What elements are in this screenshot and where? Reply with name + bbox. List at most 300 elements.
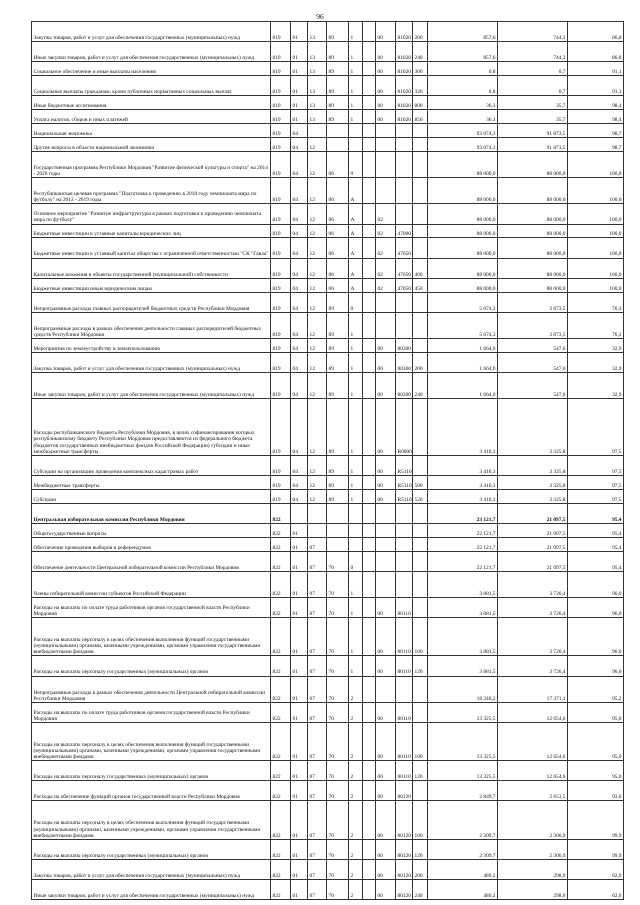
row-section-code: 04 [291,475,308,489]
row-org-code: 822 [271,781,291,801]
row-event-code: 02 [376,224,396,238]
row-subsection-code: 12 [308,258,327,278]
row-expense-type-code [413,204,428,224]
row-percent: 91,1 [568,76,624,96]
row-percent: 97,5 [568,399,624,456]
row-org-code: 819 [271,312,291,338]
row-subprogram-code: А [349,238,363,258]
row-subprogram-code: 1 [349,62,363,76]
row-org-code: 822 [271,571,291,597]
row-subsection-code [308,124,327,138]
row-name: Социальное обеспечение и иные выплаты населению [32,62,271,76]
row-percent: 93,0 [568,781,624,801]
row-org-code: 819 [271,138,291,152]
row-org-code: 819 [271,338,291,352]
row-event-code: 00 [376,455,396,475]
row-subsection-code: 07 [308,879,327,899]
row-event-code: 00 [376,761,396,781]
row-org-code: 822 [271,537,291,551]
row-section-code: 01 [291,656,308,676]
row-extra-code [363,537,376,551]
table-row [32,204,624,224]
row-planned-amount: 2 309,7 [428,801,498,839]
row-program-code [327,537,349,551]
row-planned-amount: 480,2 [428,879,498,899]
row-subprogram-code: 2 [349,722,363,760]
row-expense-type-code: 400 [413,258,428,278]
row-percent: 100,0 [568,278,624,292]
row-name: Мероприятия по землеустройству и землепользованию [32,338,271,352]
row-expense-type-code [413,292,428,312]
row-org-code: 822 [271,676,291,702]
row-extra-code [363,702,376,722]
row-extra-code [363,204,376,224]
row-event-code: 00 [376,722,396,760]
row-direction-code: 81020 [396,22,413,42]
row-subprogram-code [349,124,363,138]
row-expense-type-code [413,503,428,523]
row-name: Социальные выплаты гражданам, кроме публичных нормативных социальных выплат [32,76,271,96]
row-section-code: 04 [291,152,308,178]
table-row [32,22,624,42]
row-org-code: 819 [271,455,291,475]
row-event-code: 00 [376,76,396,96]
row-expense-type-code [413,455,428,475]
row-planned-amount: 3 881,5 [428,656,498,676]
row-section-code: 04 [291,292,308,312]
row-section-code [291,503,308,523]
row-subprogram-code: А [349,178,363,204]
row-event-code [376,312,396,338]
row-name: Обеспечение проведения выборов и референдумов [32,537,271,551]
row-subsection-code: 13 [308,96,327,110]
row-expense-type-code: 450 [413,278,428,292]
row-program-code: 89 [327,372,349,398]
row-expense-type-code: 240 [413,879,428,899]
row-name: Расходы на обеспечение функций органов государственной власти Республики Мордовия [32,781,271,801]
row-org-code: 819 [271,399,291,456]
row-org-code: 822 [271,839,291,859]
row-planned-amount: 23 121,7 [428,503,498,523]
row-direction-code: 81020 [396,76,413,96]
row-direction-code: 80300 [396,352,413,372]
row-section-code: 01 [291,879,308,899]
row-event-code: 00 [376,42,396,62]
row-actual-amount: 17 371,1 [498,676,568,702]
row-planned-amount: 5 074,3 [428,312,498,338]
row-subprogram-code: 1 [349,76,363,96]
row-percent: 32,9 [568,338,624,352]
row-extra-code [363,761,376,781]
row-percent: 32,9 [568,352,624,372]
table-row [32,352,624,372]
row-section-code: 04 [291,489,308,503]
row-extra-code [363,42,376,62]
row-event-code [376,523,396,537]
row-subprogram-code: 1 [349,489,363,503]
row-direction-code: 47050 [396,258,413,278]
table-row [32,455,624,475]
table-row [32,598,624,618]
row-planned-amount: 3 410,3 [428,455,498,475]
row-direction-code [396,292,413,312]
row-name: Обеспечение деятельности Центральной избирательной комиссии Республики Мордовия [32,551,271,571]
row-name: Непрограммные расходы в рамках обеспечения деятельности главных распорядителей бюджетных средств Республики Мордовия [32,312,271,338]
row-actual-amount: 3 726,4 [498,571,568,597]
row-name: Бюджетные инвестиции в уставные капиталы юридических лиц [32,224,271,238]
row-percent: 95,0 [568,702,624,722]
row-subprogram-code: А [349,278,363,292]
row-event-code [376,571,396,597]
row-extra-code [363,224,376,238]
row-actual-amount: 3 873,5 [498,292,568,312]
table-row [32,138,624,152]
row-subsection-code: 07 [308,839,327,859]
row-expense-type-code: 240 [413,42,428,62]
row-subsection-code: 12 [308,238,327,258]
row-extra-code [363,178,376,204]
row-section-code: 01 [291,761,308,781]
row-direction-code: 47000 [396,224,413,238]
row-planned-amount: 93 074,3 [428,124,498,138]
row-extra-code [363,338,376,352]
row-program-code: 89 [327,312,349,338]
row-direction-code: 81020 [396,42,413,62]
row-actual-amount: 547,6 [498,372,568,398]
row-actual-amount: 21 097,5 [498,551,568,571]
row-program-code: 70 [327,656,349,676]
row-actual-amount: 21 097,5 [498,523,568,537]
row-subsection-code: 07 [308,781,327,801]
row-percent: 95,2 [568,676,624,702]
table-row [32,523,624,537]
row-direction-code: R0000 [396,399,413,456]
row-name: Иные бюджетные ассигнования [32,96,271,110]
row-program-code: 06 [327,152,349,178]
row-subsection-code: 07 [308,702,327,722]
row-name: Национальная экономика [32,124,271,138]
row-org-code: 822 [271,551,291,571]
row-percent: 100,0 [568,238,624,258]
row-actual-amount: 3 325,8 [498,489,568,503]
table-row [32,781,624,801]
row-subprogram-code: 2 [349,801,363,839]
row-subprogram-code: 1 [349,656,363,676]
row-extra-code [363,399,376,456]
row-direction-code [396,178,413,204]
table-row [32,537,624,551]
row-subsection-code: 13 [308,76,327,96]
table-row [32,761,624,781]
row-program-code [327,124,349,138]
row-subprogram-code: 0 [349,292,363,312]
row-program-code: 89 [327,96,349,110]
row-direction-code: 80110 [396,656,413,676]
row-extra-code [363,523,376,537]
row-event-code: 00 [376,656,396,676]
row-org-code: 822 [271,618,291,656]
row-event-code: 00 [376,475,396,489]
row-subprogram-code: 2 [349,761,363,781]
row-subsection-code: 12 [308,312,327,338]
row-percent: 100,0 [568,178,624,204]
row-actual-amount: 12 654,6 [498,761,568,781]
row-program-code: 89 [327,76,349,96]
row-subprogram-code: 1 [349,338,363,352]
row-name: Расходы на выплаты персоналу в целях обеспечения выполнения функций государственными (муниципальными) органами, казенными учреждениями, органами управления государственными внебюджетными фондами [32,722,271,760]
row-direction-code [396,152,413,178]
row-name: Расходы на выплаты персоналу государственных (муниципальных) органов [32,761,271,781]
row-subsection-code: 12 [308,152,327,178]
row-actual-amount: 88 000,0 [498,204,568,224]
row-extra-code [363,839,376,859]
row-event-code: 00 [376,352,396,372]
table-row [32,372,624,398]
table-row [32,224,624,238]
row-subprogram-code: 1 [349,372,363,398]
row-direction-code: R5110 [396,455,413,475]
row-subprogram-code: 1 [349,618,363,656]
row-extra-code [363,618,376,656]
row-percent: 100,0 [568,258,624,278]
row-name: Иные закупки товаров, работ и услуг для обеспечения государственных (муниципальных) нужд [32,372,271,398]
table-row [32,292,624,312]
row-subsection-code [308,523,327,537]
row-direction-code: 80110 [396,702,413,722]
row-name: Расходы на выплаты персоналу государственных (муниципальных) органов [32,839,271,859]
row-program-code: 70 [327,702,349,722]
budget-table [31,21,624,900]
row-expense-type-code [413,551,428,571]
row-expense-type-code [413,124,428,138]
row-subsection-code: 07 [308,571,327,597]
row-expense-type-code [413,781,428,801]
row-section-code: 01 [291,598,308,618]
row-extra-code [363,312,376,338]
row-expense-type-code [413,676,428,702]
row-subsection-code: 07 [308,598,327,618]
row-subprogram-code: 1 [349,598,363,618]
row-planned-amount: 3 881,5 [428,618,498,656]
row-percent: 96,0 [568,571,624,597]
row-subprogram-code: 2 [349,781,363,801]
row-program-code: 89 [327,338,349,352]
row-section-code: 01 [291,702,308,722]
row-extra-code [363,598,376,618]
row-subprogram-code: 2 [349,702,363,722]
row-program-code [327,523,349,537]
row-actual-amount: 35,7 [498,110,568,124]
row-org-code: 819 [271,42,291,62]
row-percent: 95,4 [568,523,624,537]
row-extra-code [363,258,376,278]
row-direction-code: 81020 [396,96,413,110]
row-name: Члены избирательной комиссии субъектов Российской Федерации [32,571,271,597]
row-planned-amount: 857,6 [428,22,498,42]
row-subsection-code: 12 [308,178,327,204]
row-percent: 99,9 [568,801,624,839]
row-percent: 97,5 [568,489,624,503]
row-planned-amount: 88 000,0 [428,178,498,204]
row-extra-code [363,489,376,503]
row-extra-code [363,503,376,523]
row-percent: 62,0 [568,859,624,879]
row-actual-amount: 21 097,5 [498,503,568,523]
row-section-code: 04 [291,352,308,372]
row-org-code: 819 [271,96,291,110]
row-percent: 32,9 [568,372,624,398]
row-program-code: 89 [327,62,349,76]
row-actual-amount: 91 873,5 [498,124,568,138]
row-name: Уплата налогов, сборов и иных платежей [32,110,271,124]
row-section-code: 01 [291,96,308,110]
row-planned-amount: 0,8 [428,62,498,76]
row-subprogram-code: А [349,258,363,278]
row-org-code: 822 [271,859,291,879]
row-event-code: 00 [376,781,396,801]
row-planned-amount: 857,6 [428,42,498,62]
row-subprogram-code: 1 [349,352,363,372]
row-extra-code [363,152,376,178]
row-event-code: 00 [376,22,396,42]
row-expense-type-code [413,399,428,456]
row-section-code: 01 [291,722,308,760]
row-org-code: 819 [271,475,291,489]
row-actual-amount: 3 325,8 [498,399,568,456]
row-direction-code: 80110 [396,722,413,760]
row-program-code: 06 [327,178,349,204]
row-direction-code: 80120 [396,781,413,801]
row-event-code: 02 [376,258,396,278]
row-section-code: 04 [291,399,308,456]
row-expense-type-code: 120 [413,656,428,676]
row-planned-amount: 3 410,3 [428,399,498,456]
row-direction-code: 81020 [396,62,413,76]
row-subprogram-code: 1 [349,110,363,124]
row-org-code: 822 [271,722,291,760]
row-direction-code [396,523,413,537]
row-org-code: 822 [271,801,291,839]
row-name: Расходы на выплаты персоналу в целях обеспечения выполнения функций государственными (муниципальными) органами, казенными учреждениями, органами управления государственными внебюджетными фондами [32,801,271,839]
row-subprogram-code [349,138,363,152]
row-planned-amount: 0,8 [428,76,498,96]
row-extra-code [363,781,376,801]
row-event-code [376,152,396,178]
row-name: Иные закупки товаров, работ и услуг для обеспечения государственных (муниципальных) нужд [32,42,271,62]
row-org-code: 819 [271,178,291,204]
row-program-code: 06 [327,278,349,292]
row-planned-amount: 3 881,5 [428,571,498,597]
row-extra-code [363,551,376,571]
row-program-code: 70 [327,722,349,760]
row-subprogram-code: А [349,204,363,224]
row-org-code: 819 [271,278,291,292]
row-name: Расходы на выплаты по оплате труда работников органов государственной власти Республики Мордовия [32,598,271,618]
row-extra-code [363,571,376,597]
row-subsection-code [308,503,327,523]
row-name: Расходы на выплаты по оплате труда работников органов государственной власти Республики Мордовия [32,702,271,722]
row-percent: 97,5 [568,455,624,475]
row-org-code: 819 [271,258,291,278]
row-planned-amount: 13 325,5 [428,761,498,781]
row-direction-code [396,204,413,224]
row-event-code [376,178,396,204]
table-row [32,618,624,656]
row-section-code: 01 [291,781,308,801]
row-actual-amount: 2 306,9 [498,839,568,859]
row-org-code: 819 [271,489,291,503]
table-row [32,178,624,204]
row-org-code: 819 [271,22,291,42]
row-expense-type-code: 120 [413,839,428,859]
row-percent: 95,4 [568,537,624,551]
row-section-code: 01 [291,839,308,859]
row-actual-amount: 88 000,0 [498,178,568,204]
row-section-code: 04 [291,338,308,352]
row-section-code: 01 [291,571,308,597]
row-extra-code [363,124,376,138]
row-org-code: 819 [271,204,291,224]
row-percent: 95,4 [568,551,624,571]
row-planned-amount: 13 325,5 [428,722,498,760]
row-program-code: 70 [327,551,349,571]
row-section-code: 01 [291,62,308,76]
row-event-code [376,537,396,551]
row-section-code: 04 [291,178,308,204]
row-event-code: 00 [376,372,396,398]
row-extra-code [363,96,376,110]
row-planned-amount: 22 121,7 [428,551,498,571]
row-program-code: 89 [327,455,349,475]
row-expense-type-code: 800 [413,96,428,110]
row-planned-amount: 36,3 [428,96,498,110]
row-subprogram-code: А [349,224,363,238]
row-actual-amount: 298,0 [498,859,568,879]
row-direction-code: 80120 [396,839,413,859]
row-expense-type-code: 200 [413,859,428,879]
row-program-code: 89 [327,110,349,124]
row-percent: 95,0 [568,722,624,760]
row-program-code: 70 [327,801,349,839]
row-event-code [376,138,396,152]
row-actual-amount: 3 726,4 [498,598,568,618]
row-actual-amount: 298,0 [498,879,568,899]
row-name: Межбюджетные трансферты [32,475,271,489]
row-subprogram-code: 2 [349,879,363,899]
row-percent: 98,4 [568,110,624,124]
row-program-code: 70 [327,598,349,618]
table-row [32,475,624,489]
row-expense-type-code [413,138,428,152]
row-expense-type-code: 300 [413,62,428,76]
row-actual-amount: 88 000,0 [498,152,568,178]
row-extra-code [363,292,376,312]
row-expense-type-code: 320 [413,76,428,96]
table-row [32,656,624,676]
row-expense-type-code [413,702,428,722]
row-section-code: 04 [291,278,308,292]
row-subsection-code: 07 [308,656,327,676]
row-org-code: 822 [271,503,291,523]
row-subsection-code: 12 [308,372,327,398]
row-name: Расходы на выплаты персоналу в целях обеспечения выполнения функций государственными (муниципальными) органами, казенными учреждениями, органами управления государственными внебюджетными фондами [32,618,271,656]
table-row [32,571,624,597]
table-row [32,124,624,138]
row-subsection-code: 13 [308,42,327,62]
row-expense-type-code: 200 [413,22,428,42]
row-planned-amount: 3 881,5 [428,598,498,618]
row-program-code: 06 [327,224,349,238]
